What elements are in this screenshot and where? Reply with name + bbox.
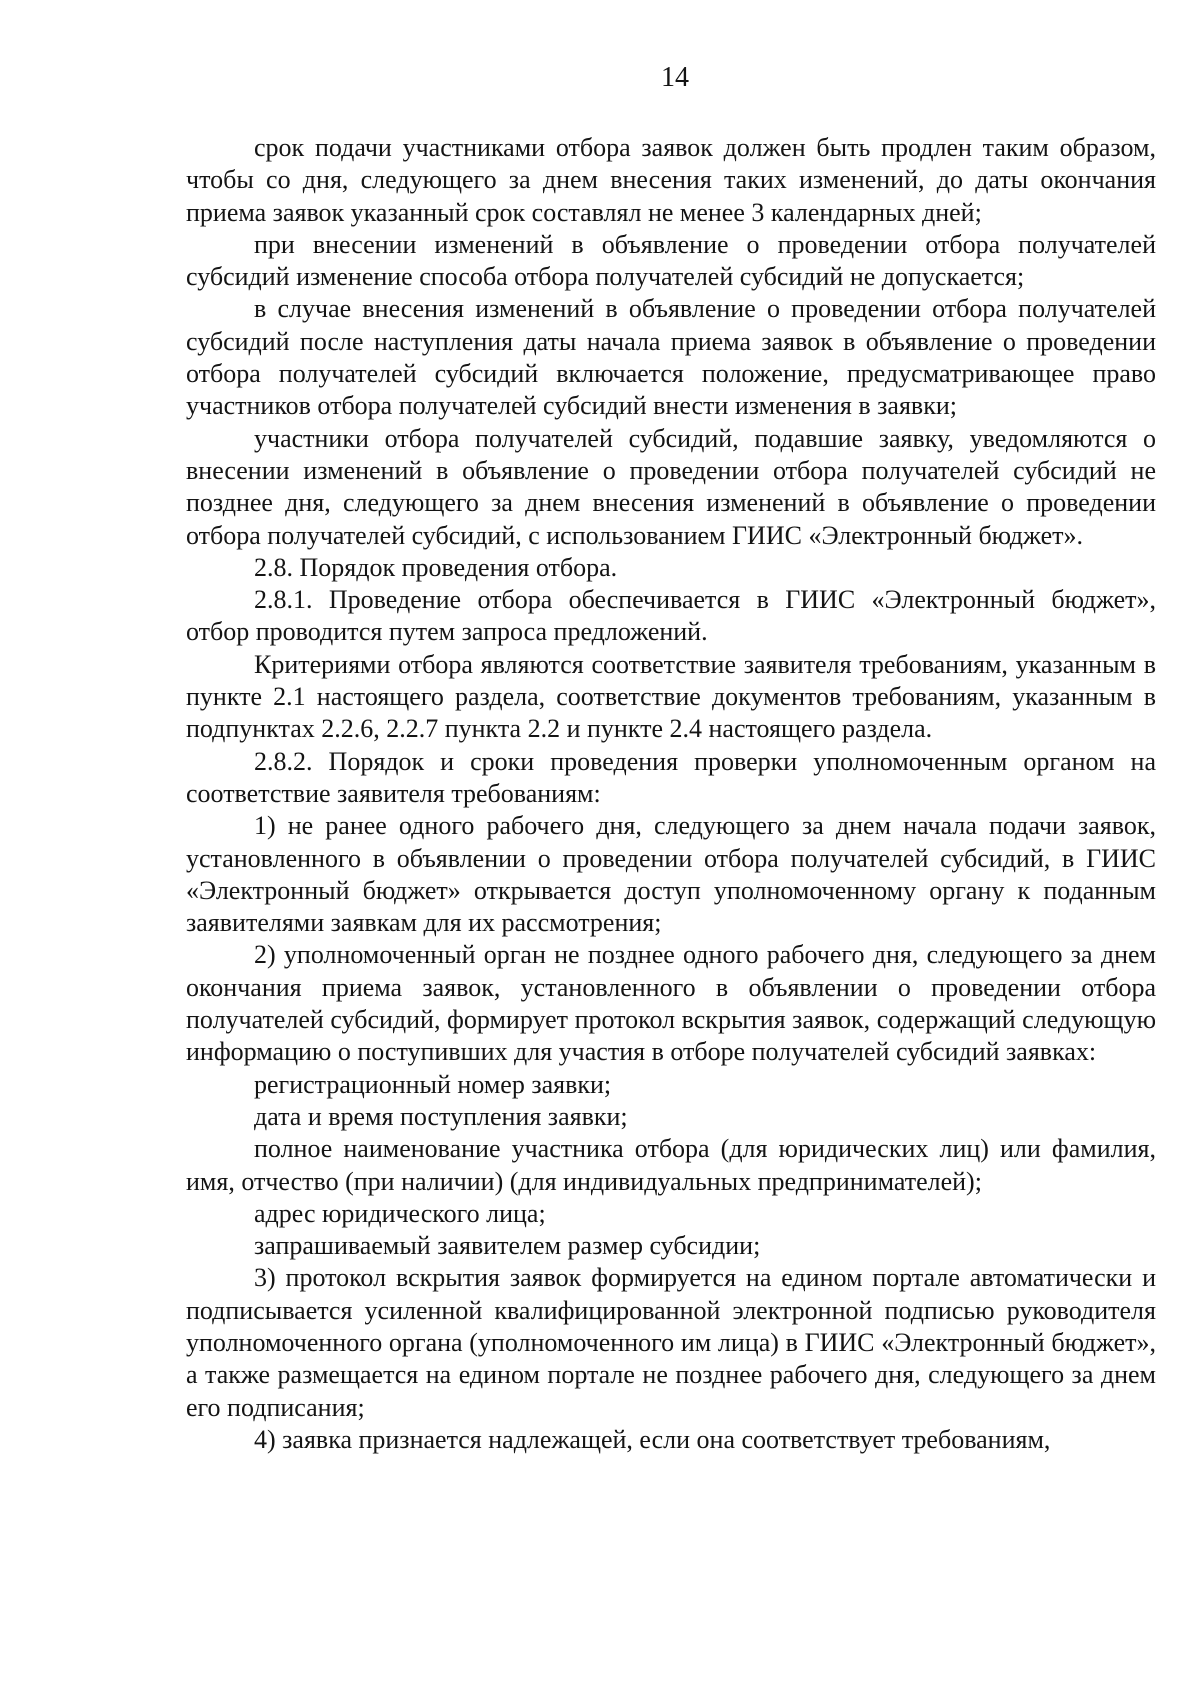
list-item: 4) заявка признается надлежащей, если она соответствует требованиям, xyxy=(254,1424,1051,1454)
list-item: 2) уполномоченный орган не позднее одного рабочего дня, следующего за днем окончания приема заявок, установленного в объявлении о проведении отбора получателей субсидий, формирует протокол вскрытия заявок, содержащий следующую информацию о поступивших для участия в отборе получателей субсидий заявках: xyxy=(186,940,1156,1067)
sub-list-item: регистрационный номер заявки; xyxy=(254,1069,612,1099)
paragraph: срок подачи участниками отбора заявок должен быть продлен таким образом, чтобы со дня, следующего за днем внесения таких изменений, до даты окончания приема заявок указанный срок составлял не менее 3 календарных дней; xyxy=(186,133,1156,227)
paragraph: 2.8.2. Порядок и сроки проведения проверки уполномоченным органом на соответствие заявителя требованиям: xyxy=(186,746,1156,808)
paragraph: при внесении изменений в объявление о проведении отбора получателей субсидий изменение способа отбора получателей субсидий не допускается; xyxy=(186,229,1156,292)
paragraph: в случае внесения изменений в объявление о проведении отбора получателей субсидий после наступления даты начала приема заявок в объявление о проведении отбора получателей субсидий включается положение, предусматривающее право участников отбора получателей субсидий внести изменения в заявки; xyxy=(186,294,1156,421)
document-body xyxy=(186,132,1156,1456)
paragraph: 2.8.1. Проведение отбора обеспечивается в ГИИС «Электронный бюджет», отбор проводится путем запроса предложений. xyxy=(186,585,1156,647)
list-item: 3) протокол вскрытия заявок формируется на едином портале автоматически и подписывается усиленной квалифицированной электронной подписью руководителя уполномоченного органа (уполномоченного им лица) в ГИИС «Электронный бюджет», а также размещается на едином портале не позднее рабочего дня, следующего за днем его подписания; xyxy=(186,1263,1156,1422)
sub-list-item: адрес юридического лица; xyxy=(254,1198,546,1228)
sub-list-item: запрашиваемый заявителем размер субсидии; xyxy=(254,1231,761,1261)
section-heading: 2.8. Порядок проведения отбора. xyxy=(254,552,618,582)
page-number: 14 xyxy=(661,62,689,93)
paragraph: участники отбора получателей субсидий, подавшие заявку, уведомляются о внесении изменений в объявление о проведении отбора получателей субсидий не позднее дня, следующего за днем внесения изменений в объявление о проведении отбора получателей субсидий, с использованием ГИИС «Электронный бюджет». xyxy=(186,423,1156,550)
list-item: 1) не ранее одного рабочего дня, следующего за днем начала подачи заявок, установленного в объявлении о проведении отбора получателей субсидий, в ГИИС «Электронный бюджет» открывается доступ уполномоченному органу к поданным заявителями заявкам для их рассмотрения; xyxy=(186,811,1156,938)
sub-list-item: полное наименование участника отбора (для юридических лиц) или фамилия, имя, отчество (при наличии) (для индивидуальных предпринимателей); xyxy=(186,1134,1156,1196)
sub-list-item: дата и время поступления заявки; xyxy=(254,1101,628,1131)
paragraph: Критериями отбора являются соответствие заявителя требованиям, указанным в пункте 2.1 настоящего раздела, соответствие документов требованиям, указанным в подпунктах 2.2.6, 2.2.7 пункта 2.2 и пункте 2.4 настоящего раздела. xyxy=(186,649,1156,744)
